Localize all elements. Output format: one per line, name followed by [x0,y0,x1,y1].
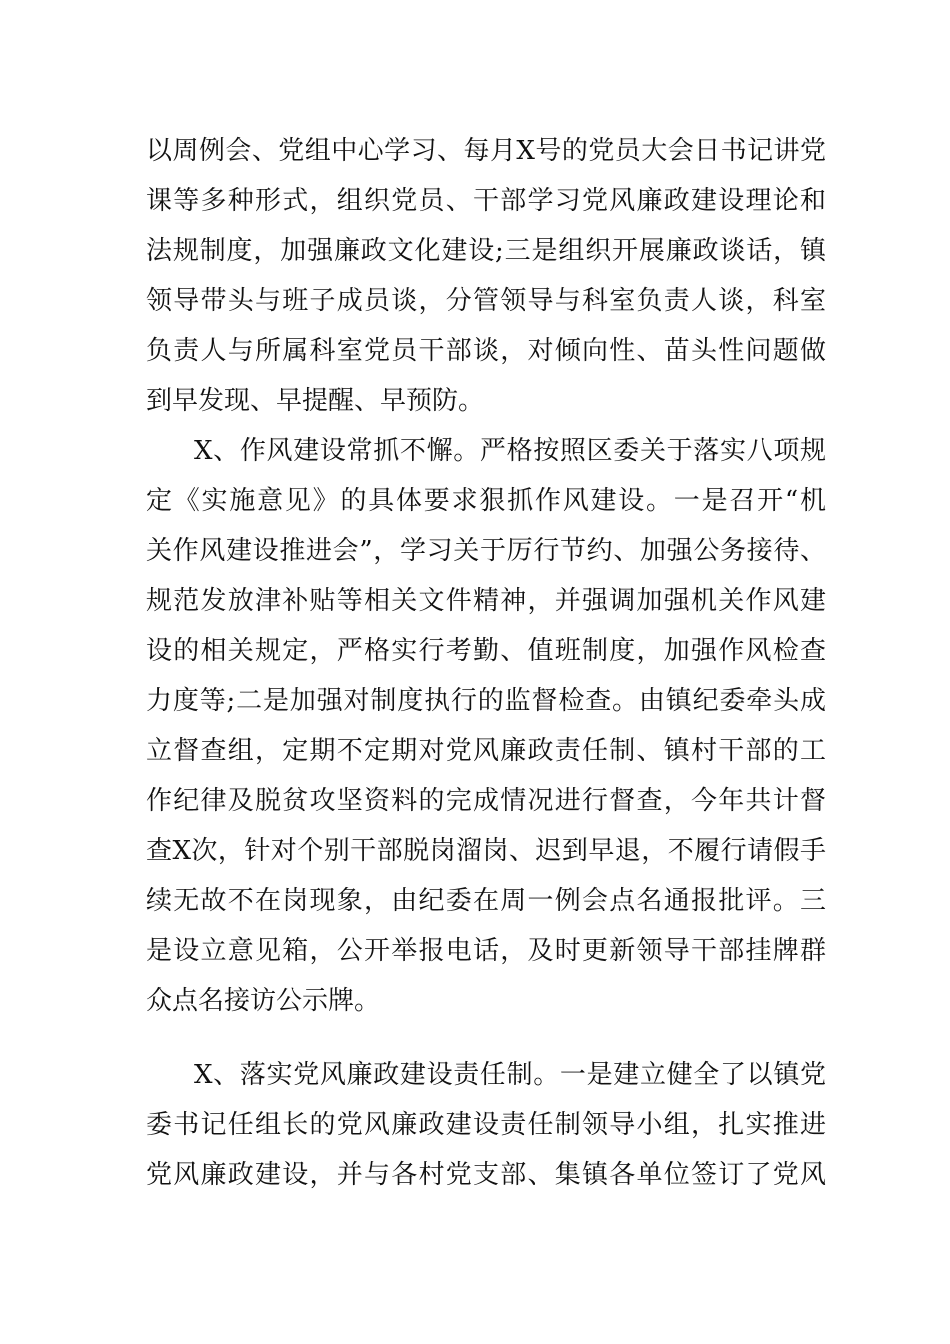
paragraph-responsibility-system [146,1050,826,1200]
text-line: 党风廉政建设，并与各村党支部、集镇各单位签订了党风 [146,1160,826,1190]
paragraph-work-style [146,426,826,1026]
text-line: 定《实施意见》的具体要求狠抓作风建设。一是召开“机 [146,486,826,516]
text-line: 力度等;二是加强对制度执行的监督检查。由镇纪委牵头成 [146,686,826,716]
text-line: 领导带头与班子成员谈，分管领导与科室负责人谈，科室 [146,286,826,316]
text-line: 作纪律及脱贫攻坚资料的完成情况进行督查，今年共计督 [146,786,826,816]
text-line: 众点名接访公示牌。 [146,986,381,1016]
text-line: 关作风建设推进会”，学习关于厉行节约、加强公务接待、 [146,536,826,566]
text-line: 法规制度，加强廉政文化建设;三是组织开展廉政谈话，镇 [146,236,826,266]
text-line: 以周例会、党组中心学习、每月X号的党员大会日书记讲党 [146,136,826,166]
text-line: 立督查组，定期不定期对党风廉政责任制、镇村干部的工 [146,736,826,766]
text-line: X、落实党风廉政建设责任制。一是建立健全了以镇党 [194,1060,826,1090]
text-line: 规范发放津补贴等相关文件精神，并强调加强机关作风建 [146,586,826,616]
text-line: 是设立意见箱，公开举报电话，及时更新领导干部挂牌群 [146,936,826,966]
text-line: 负责人与所属科室党员干部谈，对倾向性、苗头性问题做 [146,336,826,366]
text-line: 到早发现、早提醒、早预防。 [146,386,485,416]
paragraph-continuation [146,126,826,426]
text-line: X、作风建设常抓不懈。严格按照区委关于落实八项规 [194,436,826,466]
text-line: 续无故不在岗现象，由纪委在周一例会点名通报批评。三 [146,886,826,916]
text-line: 设的相关规定，严格实行考勤、值班制度，加强作风检查 [146,636,826,666]
text-line: 查X次，针对个别干部脱岗溜岗、迟到早退，不履行请假手 [146,836,826,866]
text-line: 课等多种形式，组织党员、干部学习党风廉政建设理论和 [146,186,826,216]
text-line: 委书记任组长的党风廉政建设责任制领导小组，扎实推进 [146,1110,826,1140]
